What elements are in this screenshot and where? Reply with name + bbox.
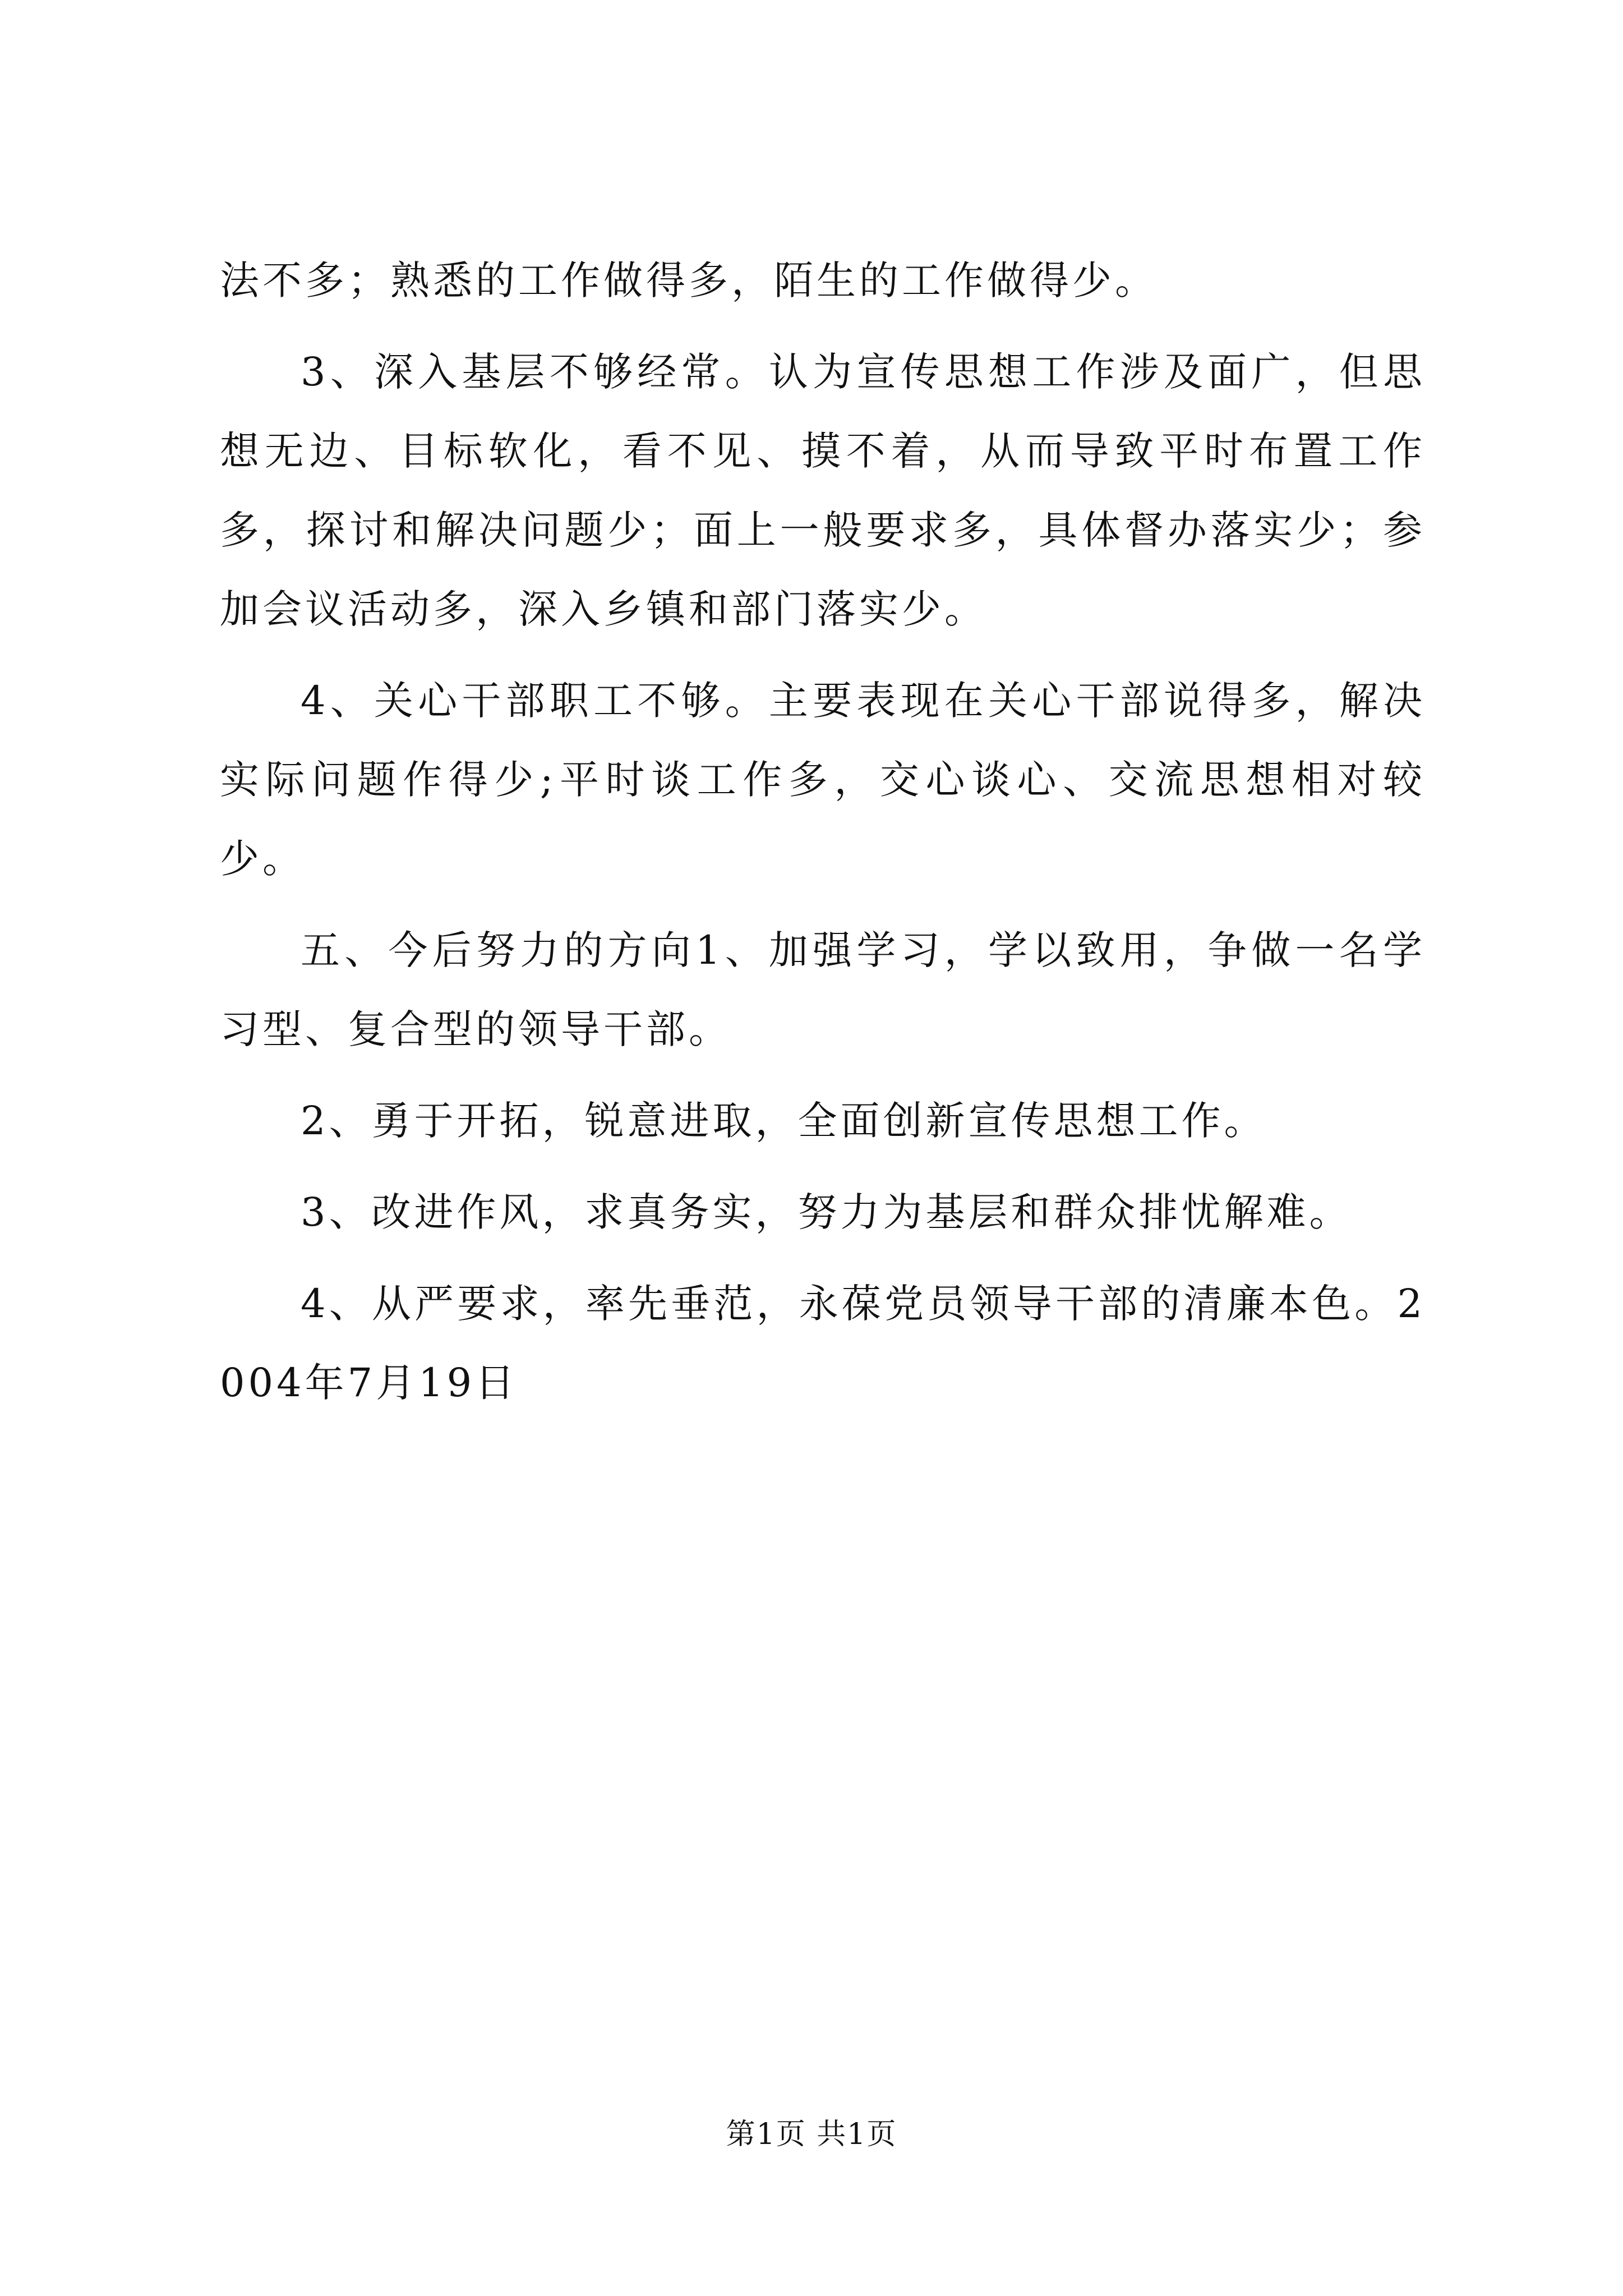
paragraph-2: 3、深入基层不够经常。认为宣传思想工作涉及面广，但思想无边、目标软化，看不见、摸不着，从而导致平时布置工作多，探讨和解决问题少；面上一般要求多，具体督办落实少；参加会议活动多，深入乡镇和部门落实少。 bbox=[220, 349, 1426, 632]
paragraph-6: 3、改进作风，求真务实，努力为基层和群众排忧解难。 bbox=[301, 1189, 1352, 1235]
paragraph-3: 4、关心干部职工不够。主要表现在关心干部说得多，解决实际问题作得少;平时谈工作多，交心谈心、交流思想相对较少。 bbox=[220, 678, 1426, 882]
document-body bbox=[220, 241, 1426, 1435]
page-footer: 第1页 共1页 bbox=[726, 2118, 897, 2151]
paragraph-7: 4、从严要求，率先垂范，永葆党员领导干部的清廉本色。2004年7月19日 bbox=[220, 1281, 1426, 1406]
paragraph-5: 2、勇于开拓，锐意进取，全面创新宣传思想工作。 bbox=[301, 1098, 1267, 1144]
paragraph-4: 五、今后努力的方向1、加强学习，学以致用，争做一名学习型、复合型的领导干部。 bbox=[220, 927, 1426, 1052]
paragraph-1: 法不多；熟悉的工作做得多，陌生的工作做得少。 bbox=[220, 257, 1158, 303]
